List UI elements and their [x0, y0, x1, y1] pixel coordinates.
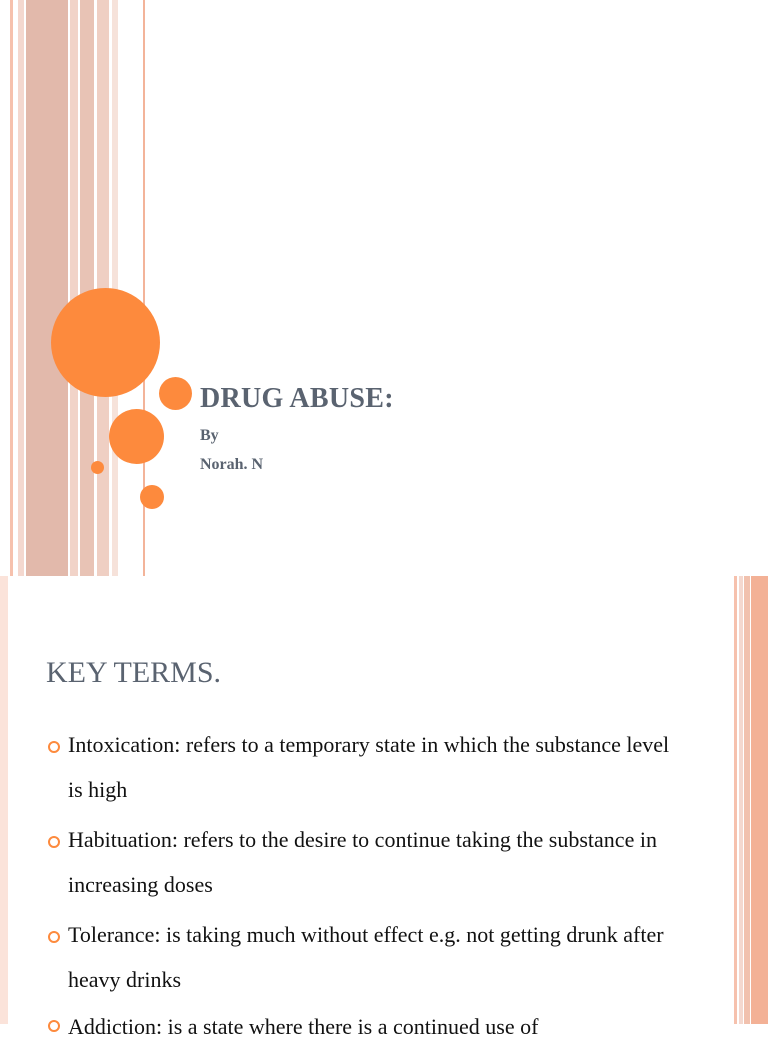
slide-title: KEY TERMS. [46, 656, 222, 689]
ring-bullet-icon [48, 836, 60, 848]
stripe-decoration [10, 0, 13, 576]
ring-bullet-icon [48, 1020, 60, 1032]
stripe-decoration [26, 0, 68, 576]
list-item: Intoxication: refers to a temporary state in which the substance level is high [68, 732, 670, 802]
key-terms-slide [0, 576, 768, 1039]
circle-decoration [91, 461, 104, 474]
circle-decoration [159, 377, 192, 410]
subtitle-line: By [200, 427, 219, 444]
circle-decoration [51, 288, 160, 397]
stripe-decoration [80, 0, 94, 576]
list-item: Habituation: refers to the desire to continue taking the substance in increasing doses [68, 827, 657, 897]
stripe-decoration [70, 0, 78, 576]
list-item: Addiction: is a state where there is a continued use of [68, 1014, 539, 1039]
stripe-decoration [739, 576, 743, 1024]
stripe-decoration [744, 576, 750, 1024]
stripe-decoration [751, 576, 768, 1024]
circle-decoration [109, 409, 164, 464]
author-name: Norah. N [200, 456, 264, 473]
slide-title: DRUG ABUSE: [200, 383, 394, 414]
circle-decoration [140, 485, 164, 509]
stripe-decoration [734, 576, 737, 1024]
list-item: Tolerance: is taking much without effect e.g. not getting drunk after heavy drinks [68, 922, 664, 992]
stripe-decoration [18, 0, 24, 576]
ring-bullet-icon [48, 931, 60, 943]
stripe-decoration [0, 576, 8, 1024]
ring-bullet-icon [48, 741, 60, 753]
